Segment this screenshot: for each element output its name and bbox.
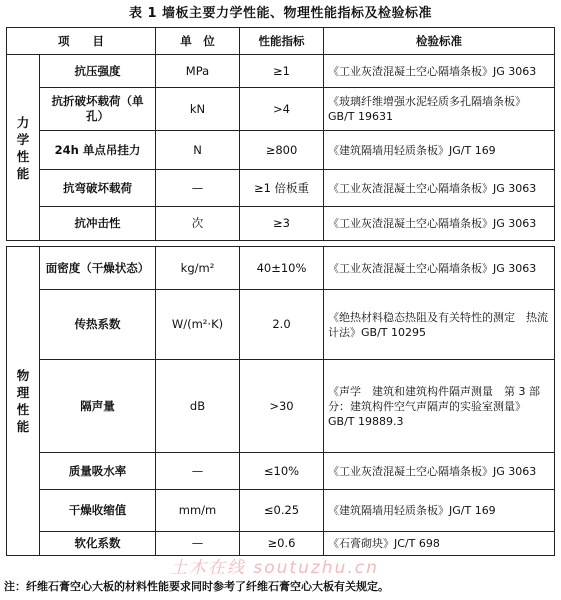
cell-unit: kg/m² — [156, 247, 240, 290]
cell-unit: — — [156, 532, 240, 556]
cell-unit: dB — [156, 360, 240, 453]
cell-value: 40±10% — [240, 247, 324, 290]
cell-standard: 《建筑隔墙用轻质条板》JG/T 169 — [324, 490, 555, 532]
category-char: 能 — [16, 165, 30, 181]
table-row — [7, 360, 555, 453]
cell-item: 抗弯破坏载荷 — [40, 170, 156, 207]
cell-standard: 《声学 建筑和建筑构件隔声测量 第 3 部分：建筑构件空气声隔声的实验室测量》GB/T 19889.3 — [324, 360, 555, 453]
cell-item: 24h 单点吊挂力 — [40, 131, 156, 170]
table-row — [7, 453, 555, 490]
cell-item: 传热系数 — [40, 290, 156, 360]
table-row — [7, 490, 555, 532]
cell-value: ≥800 — [240, 131, 324, 170]
cell-unit: mm/m — [156, 490, 240, 532]
cell-standard: 《工业灰渣混凝土空心隔墙条板》JG 3063 — [324, 453, 555, 490]
table-row — [7, 207, 555, 241]
table-row — [7, 532, 555, 556]
category-char: 理 — [16, 385, 30, 400]
header-standard: 检验标准 — [324, 28, 555, 55]
performance-table — [6, 27, 555, 556]
table-caption: 表 1 墙板主要力学性能、物理性能指标及检验标准 — [128, 6, 433, 21]
category-char: 能 — [16, 419, 30, 434]
header-item: 项 目 — [7, 28, 156, 55]
header-value: 性能指标 — [240, 28, 324, 55]
cell-unit: 次 — [156, 207, 240, 241]
table-header-row — [7, 28, 555, 55]
cell-standard: 《工业灰渣混凝土空心隔墙条板》JG 3063 — [324, 170, 555, 207]
cell-item: 抗压强度 — [40, 55, 156, 88]
cell-unit: kN — [156, 88, 240, 131]
cell-value: ≥1 — [240, 55, 324, 88]
table-row — [7, 290, 555, 360]
cell-item: 质量吸水率 — [40, 453, 156, 490]
table-row — [7, 170, 555, 207]
cell-value: >30 — [240, 360, 324, 453]
cell-unit: MPa — [156, 55, 240, 88]
cell-standard: 《工业灰渣混凝土空心隔墙条板》JG 3063 — [324, 55, 555, 88]
category-char: 性 — [16, 402, 30, 417]
category-char: 性 — [16, 148, 30, 164]
cell-item: 抗折破坏载荷（单孔） — [40, 88, 156, 131]
cell-standard: 《建筑隔墙用轻质条板》JG/T 169 — [324, 131, 555, 170]
cell-unit: — — [156, 453, 240, 490]
cell-standard: 《玻璃纤维增强水泥轻质多孔隔墙条板》GB/T 19631 — [324, 88, 555, 131]
cell-item: 隔声量 — [40, 360, 156, 453]
cell-standard: 《石膏砌块》JC/T 698 — [324, 532, 555, 556]
category-char: 力 — [16, 114, 30, 130]
cell-value: ≥1 倍板重 — [240, 170, 324, 207]
cell-unit: N — [156, 131, 240, 170]
physical-section — [7, 247, 555, 556]
header-unit: 单 位 — [156, 28, 240, 55]
mechanical-category — [7, 55, 40, 241]
table-note: 注：纤维石膏空心大板的材料性能要求同时参考了纤维石膏空心大板有关规定。 — [4, 580, 389, 593]
cell-item: 面密度（干燥状态） — [40, 247, 156, 290]
cell-value: ≥3 — [240, 207, 324, 241]
watermark: 土木在线 soutuzhu.cn — [170, 558, 379, 578]
cell-item: 抗冲击性 — [40, 207, 156, 241]
table-row — [7, 247, 555, 290]
cell-value: >4 — [240, 88, 324, 131]
table-row — [7, 88, 555, 131]
cell-item: 软化系数 — [40, 532, 156, 556]
cell-value: ≤10% — [240, 453, 324, 490]
category-char: 物 — [16, 368, 30, 383]
cell-standard: 《绝热材料稳态热阻及有关特性的测定 热流计法》GB/T 10295 — [324, 290, 555, 360]
cell-value: 2.0 — [240, 290, 324, 360]
physical-category — [7, 247, 40, 556]
mechanical-section — [7, 55, 555, 241]
cell-item: 干燥收缩值 — [40, 490, 156, 532]
table-row — [7, 131, 555, 170]
cell-unit: W/(m²·K) — [156, 290, 240, 360]
cell-standard: 《工业灰渣混凝土空心隔墙条板》JG 3063 — [324, 207, 555, 241]
category-char: 学 — [16, 131, 30, 147]
cell-standard: 《工业灰渣混凝土空心隔墙条板》JG 3063 — [324, 247, 555, 290]
table-row — [7, 55, 555, 88]
cell-unit: — — [156, 170, 240, 207]
cell-value: ≤0.25 — [240, 490, 324, 532]
cell-value: ≥0.6 — [240, 532, 324, 556]
